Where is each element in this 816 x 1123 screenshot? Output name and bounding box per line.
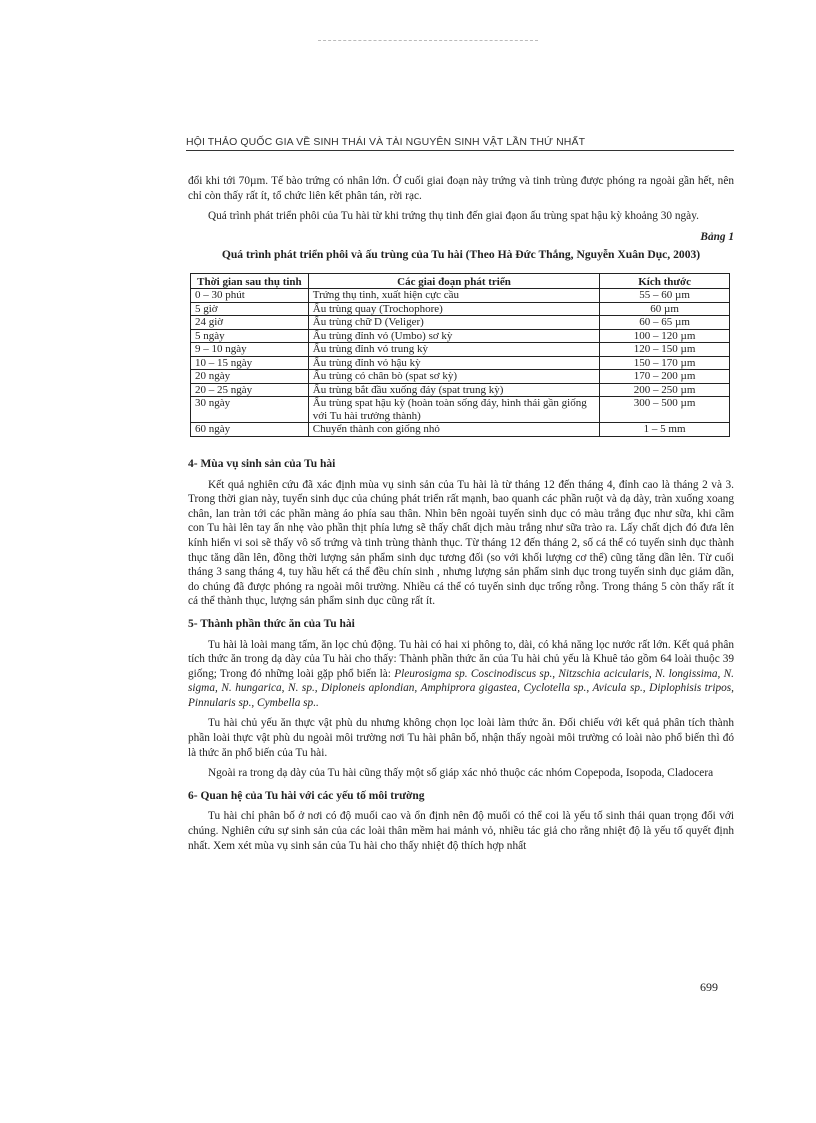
cell-stage: Ấu trùng spat hậu kỳ (hoàn toàn sống đáy, hình thái gần giống với Tu hài trưởng thành) xyxy=(308,397,599,423)
section-5-paragraph-3: Ngoài ra trong dạ dày của Tu hài cũng thấy một số giáp xác nhỏ thuộc các nhóm Copepoda, Isopoda, Cladocera xyxy=(208,767,714,780)
section-5-paragraph-1 xyxy=(188,638,734,711)
cell-time: 30 ngày xyxy=(191,397,309,423)
table-header-row xyxy=(191,273,730,289)
table-row xyxy=(191,289,730,303)
cell-stage: Ấu trùng quay (Trochophore) xyxy=(308,302,599,316)
cell-size: 55 – 60 µm xyxy=(600,289,730,303)
cell-size: 200 – 250 µm xyxy=(600,383,730,397)
cell-time: 9 – 10 ngày xyxy=(191,343,309,357)
paragraph-1: đổi khi tới 70µm. Tế bào trứng có nhân lớn. Ở cuối giai đoạn này trứng và tinh trùng được phóng ra ngoài gần hết, nên chỉ còn thấy rất ít, tổ chức liên kết phân tán, rời rạc. xyxy=(188,175,734,202)
header-stage: Các giai đoạn phát triển xyxy=(308,273,599,289)
section-6-text: Tu hài chỉ phân bố ở nơi có độ muối cao và ổn định nên độ muối có thể coi là yếu tố sinh thái quan trọng đối với chúng. Nghiên cứu sự sinh sản của các loài thân mềm hai mảnh vỏ, nhiều tác giả cho rằng nhiệt độ là yếu tố quyết định nhất. Xem xét mùa vụ sinh sản của Tu hài cho thấy nhiệt độ thích hợp nhất xyxy=(188,810,734,852)
cell-stage: Ấu trùng đỉnh vỏ hậu kỳ xyxy=(308,356,599,370)
cell-size: 300 – 500 µm xyxy=(600,397,730,423)
cell-time: 20 ngày xyxy=(191,370,309,384)
cell-stage: Ấu trùng đỉnh vỏ trung kỳ xyxy=(308,343,599,357)
section-6-heading: 6- Quan hệ của Tu hài với các yếu tố môi trường xyxy=(188,789,425,802)
table-row xyxy=(191,316,730,330)
table-row xyxy=(191,397,730,423)
main-content xyxy=(188,174,734,859)
table-label: Bảng 1 xyxy=(700,230,734,243)
development-table xyxy=(190,273,730,437)
cell-time: 0 – 30 phút xyxy=(191,289,309,303)
cell-size: 60 – 65 µm xyxy=(600,316,730,330)
section-4-text: Kết quả nghiên cứu đã xác định mùa vụ sinh sản của Tu hài là từ tháng 12 đến tháng 4, đỉnh cao là tháng 2 và 3. Trong thời gian này, tuyến sinh dục của chúng phát triển rất mạnh, bao quanh các phần ruột và dạ dày, tràn xuống xoang chân, lan tràn tới các phần màng áo phía sau thân. Nhìn bên ngoài tuyến sinh dục có màu trắng đục như sữa, khi cầm con Tu hài lên tay ấn nhẹ vào phần thịt phía lưng sẽ thấy chất dịch màu trắng như sữa trào ra. Lấy chất dịch đó đưa lên kính hiển vi soi sẽ thấy vô số trứng và tinh trùng thành thục. Từ tháng 12 đến tháng 2, số cá thể có tuyến sinh dục thành thục tăng dần lên, đồng thời lượng sản phẩm sinh dục tương đối (so với khối lượng cơ thể) cũng tăng dần lên. Từ cuối tháng 3 sang tháng 4, tuy hầu hết cá thể đều chín sinh , nhưng lượng sản phẩm sinh dục trong tuyến sinh dục giảm dần, do chúng đã được phóng ra ngoài môi trường. Nhiều cá thể có tuyến sinh dục trống rỗng. Trong tháng 5 còn thấy rất ít cá thể thành thục, lượng sản phẩm sinh dục cũng rất ít. xyxy=(188,478,734,608)
section-5-text-1: Tu hài là loài mang tấm, ăn lọc chủ động. Tu hài có hai xi phông to, dài, có khả năng lọc nước rất lớn. Kết quả phân tích thức ăn trong dạ dày của Tu hài cho thấy: Thành phần thức ăn của Tu hài chủ yếu là Khuê tảo gồm 64 loài thuộc 39 giống; Trong đó những loài gặp phổ biến là: xyxy=(188,638,734,680)
table-row xyxy=(191,423,730,437)
cell-size: 60 µm xyxy=(600,302,730,316)
cell-time: 5 ngày xyxy=(191,329,309,343)
cell-stage: Ấu trùng chữ D (Veliger) xyxy=(308,316,599,330)
cell-size: 170 – 200 µm xyxy=(600,370,730,384)
section-4-heading: 4- Mùa vụ sinh sản của Tu hài xyxy=(188,457,336,470)
table-row xyxy=(191,383,730,397)
section-5-heading: 5- Thành phần thức ăn của Tu hài xyxy=(188,617,355,630)
cell-stage: Chuyển thành con giống nhỏ xyxy=(308,423,599,437)
cell-stage: Ấu trùng bắt đầu xuống đáy (spat trung kỳ) xyxy=(308,383,599,397)
cell-time: 5 giờ xyxy=(191,302,309,316)
cell-stage: Ấu trùng có chân bò (spat sơ kỳ) xyxy=(308,370,599,384)
header-time: Thời gian sau thụ tinh xyxy=(191,273,309,289)
table-row xyxy=(191,329,730,343)
cell-size: 100 – 120 µm xyxy=(600,329,730,343)
cell-time: 10 – 15 ngày xyxy=(191,356,309,370)
header-size: Kích thước xyxy=(600,273,730,289)
table-row xyxy=(191,302,730,316)
cell-stage: Trứng thụ tinh, xuất hiện cực cầu xyxy=(308,289,599,303)
cell-size: 1 – 5 mm xyxy=(600,423,730,437)
paragraph-2: Quá trình phát triển phôi của Tu hài từ khi trứng thụ tinh đến giai đạon ấu trùng spat hậu kỳ khoảng 30 ngày. xyxy=(208,210,699,223)
species-list: Pleurosigma sp. Coscinodiscus sp., Nitzschia acicularis, N. longissima, N. sigma, N. hungarica, N. sp., Diploneis aplondian, Amphiprora gigastea, Cyclotella sp., Avicula sp., Diplophisis tripos, Pinnularis sp., Cymbella sp.. xyxy=(188,667,734,709)
table-title: Quá trình phát triển phôi và ấu trùng của Tu hài (Theo Hà Đức Thắng, Nguyễn Xuân Dục, 2003) xyxy=(221,248,701,262)
running-header: HỘI THẢO QUỐC GIA VỀ SINH THÁI VÀ TÀI NGUYÊN SINH VẬT LẦN THỨ NHẤT xyxy=(186,136,734,151)
cell-size: 150 – 170 µm xyxy=(600,356,730,370)
cell-time: 24 giờ xyxy=(191,316,309,330)
page-number: 699 xyxy=(700,980,718,994)
cell-time: 20 – 25 ngày xyxy=(191,383,309,397)
cell-stage: Ấu trùng đỉnh vỏ (Umbo) sơ kỳ xyxy=(308,329,599,343)
cell-time: 60 ngày xyxy=(191,423,309,437)
table-row xyxy=(191,343,730,357)
section-5-paragraph-2: Tu hài chủ yếu ăn thực vật phù du nhưng không chọn lọc loài làm thức ăn. Đối chiếu với kết quả phân tích thành phần loài thực vật phù du ngoài môi trường nơi Tu hài phân bố, nhận thấy ngoài môi trường có loài nào phổ biến thì đó là thức ăn phổ biến của Tu hài. xyxy=(188,717,734,759)
table-row xyxy=(191,370,730,384)
scan-artifact-dashes xyxy=(318,40,538,41)
cell-size: 120 – 150 µm xyxy=(600,343,730,357)
table-row xyxy=(191,356,730,370)
